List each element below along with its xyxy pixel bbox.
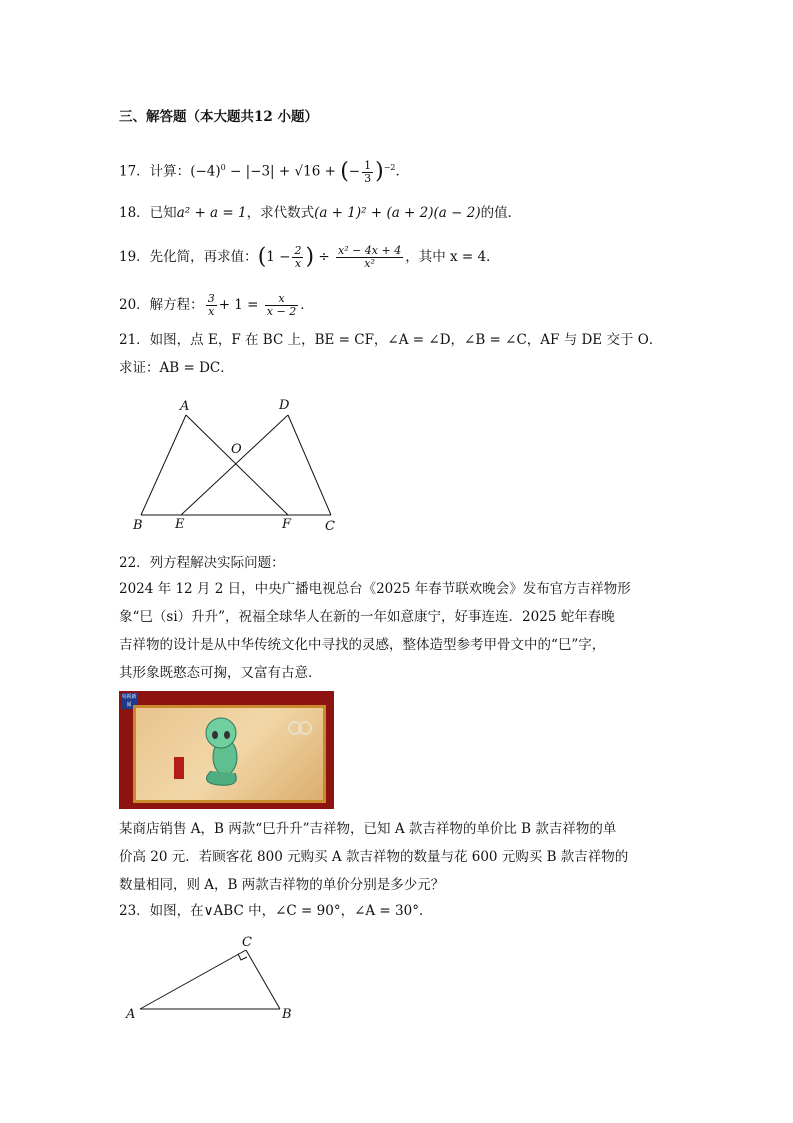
q20-fraction-1: $\frac{3}{x}$ [207, 292, 215, 318]
q19-fraction-1: $\frac{2}{x}$ [294, 244, 302, 270]
label-c-23: C [242, 935, 252, 950]
q17-expr-c: − |−3| + √16 + [225, 163, 341, 180]
question-21-line1: 21．如图，点 E，F 在 BC 上，BE = CF，∠A = ∠D，∠B = ∠C，AF 与 DE 交于 O． [119, 332, 663, 348]
q22-para1-l2: 象“巳（si）升升”，祝福全球华人在新的一年如意康宁，好事连连．2025 蛇年春晚 [119, 609, 615, 625]
segment-dc [288, 415, 331, 515]
q22-para2-l2: 价高 20 元．若顾客花 800 元购买 A 款吉祥物的数量与花 600 元购买 B 款吉祥物的 [119, 849, 629, 865]
label-a-23: A [126, 1007, 136, 1022]
question-19: 19．先化简，再求值：(1 − $\frac{2}{x}$ ) ÷ $\frac{\text{x² − 4x + 4}}{\text{x²}}$ ，其中 x = 4． [119, 244, 500, 270]
q20-fraction-2: $\frac{x}{x - 2}$ [266, 292, 297, 318]
segment-cb-23 [246, 950, 280, 1009]
q22-para1-l4: 其形象既憨态可掬，又富有古意． [119, 665, 322, 681]
q22-para2-l1: 某商店销售 A，B 两款“巳升升”吉祥物，已知 A 款吉祥物的单价比 B 款吉祥物的单 [119, 821, 617, 837]
image-badge: 央视新闻 [121, 694, 137, 708]
segment-de [181, 415, 288, 515]
label-a: A [180, 399, 190, 414]
q22-para2-l3: 数量相同，则 A，B 两款吉祥物的单价分别是多少元？ [119, 877, 445, 893]
question-18: 18．已知a² + a = 1，求代数式(a + 1)² + (a + 2)(a − 2)的值． [119, 205, 522, 221]
label-f: F [282, 517, 292, 532]
question-23: 23．如图，在∨ABC 中，∠C = 90°，∠A = 30°． [119, 903, 433, 919]
q23-figure [120, 930, 305, 1025]
section-title: 三、解答题（本大题共12 小题） [119, 109, 318, 125]
label-d: D [279, 398, 290, 413]
question-22-title: 22．列方程解决实际问题： [119, 555, 285, 571]
q18-expression: (a + 1)² + (a + 2)(a − 2) [314, 205, 481, 221]
label-o: O [231, 442, 242, 457]
question-17: 17．计算：$(-4)^0 - |-3| + √16$ + (− $\frac{1}{3}$ )$^{-2}$． [119, 158, 409, 185]
segment-ab [141, 415, 186, 515]
segment-ac-23 [140, 950, 246, 1009]
mascot-illustration [119, 691, 334, 809]
q22-para1-l1: 2024 年 12 月 2 日，中央广播电视总台《2025 年春节联欢晚会》发布官方吉祥物形 [119, 581, 631, 597]
question-21-line2: 求证：AB = DC． [119, 360, 234, 376]
q17-prefix: 17．计算： [119, 163, 191, 180]
label-e: E [175, 517, 185, 532]
label-c: C [325, 519, 335, 534]
segment-af [186, 415, 288, 515]
q17-exponent-neg2: −2 [383, 163, 396, 172]
q17-fraction: $\frac{1}{3}$ [364, 158, 372, 185]
q22-para1-l3: 吉祥物的设计是从中华传统文化中寻找的灵感，整体造型参考甲骨文中的“巳”字， [119, 637, 606, 653]
mascot-image [119, 691, 334, 809]
right-angle-mark [238, 954, 247, 960]
q18-condition: a² + a = 1 [176, 205, 247, 221]
q17-exponent-0: 0 [220, 163, 226, 172]
label-b: B [133, 518, 143, 533]
label-b-23: B [282, 1007, 292, 1022]
q17-expr-a: (−4) [190, 163, 221, 180]
q21-figure [125, 390, 355, 540]
q19-fraction-2: $\frac{\text{x² − 4x + 4}}{\text{x²}}$ [337, 244, 402, 270]
question-20: 20．解方程： $\frac{3}{x}$ + 1 = $\frac{x}{x - 2}$ ． [119, 292, 314, 318]
